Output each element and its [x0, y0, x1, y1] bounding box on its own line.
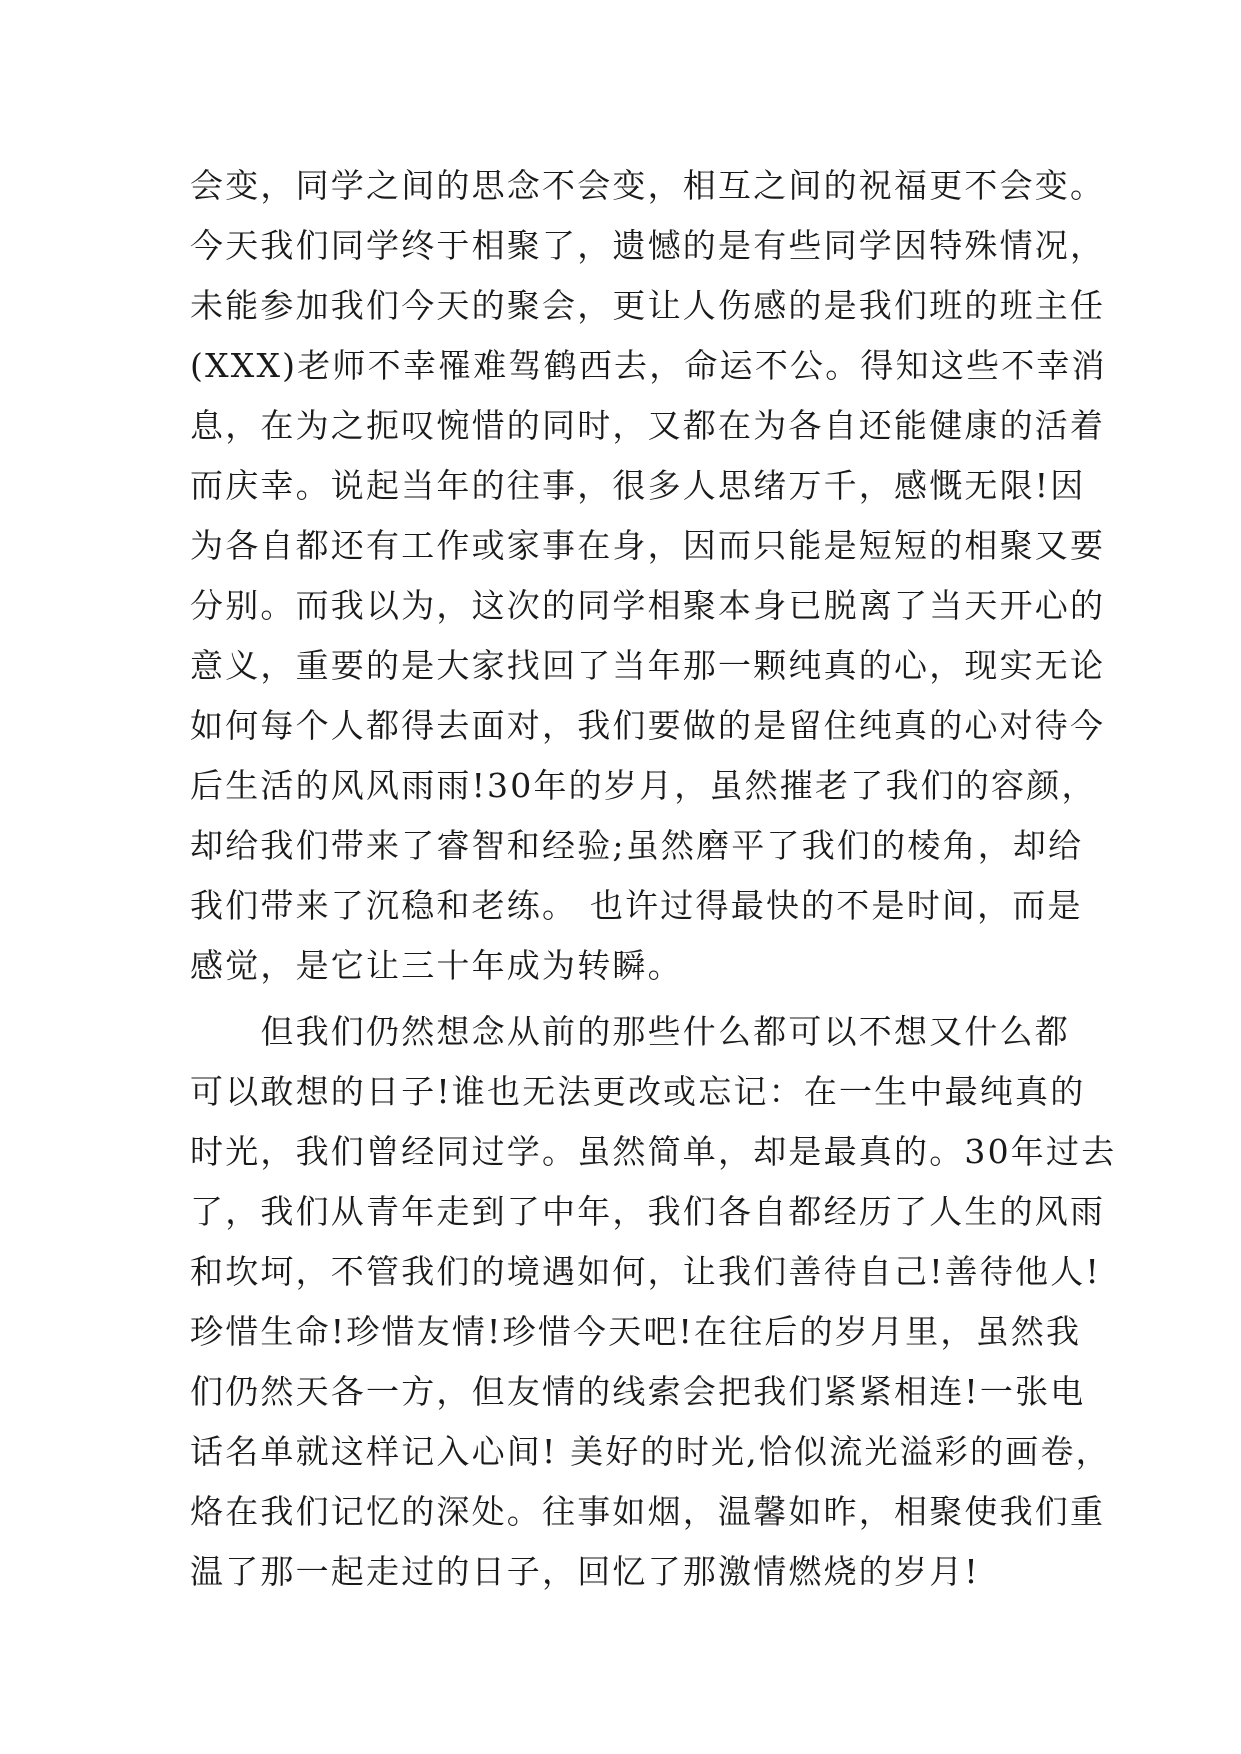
text-line: 可以敢想的日子!谁也无法更改或忘记：在一生中最纯真的	[190, 1072, 1086, 1111]
text-line: 为各自都还有工作或家事在身，因而只能是短短的相聚又要	[190, 526, 1106, 565]
text-line: 未能参加我们今天的聚会，更让人伤感的是我们班的班主任	[190, 286, 1106, 325]
text-line: 后生活的风风雨雨!30年的岁月，虽然摧老了我们的容颜，	[190, 766, 1097, 805]
text-line: 珍惜生命!珍惜友情!珍惜今天吧!在往后的岁月里，虽然我	[190, 1312, 1082, 1351]
text-line: 温了那一起走过的日子，回忆了那激情燃烧的岁月!	[190, 1552, 980, 1591]
text-line: 但我们仍然想念从前的那些什么都可以不想又什么都	[190, 1012, 1070, 1051]
text-line: 会变，同学之间的思念不会变，相互之间的祝福更不会变。	[190, 166, 1106, 205]
text-line: 们仍然天各一方，但友情的线索会把我们紧紧相连!一张电	[190, 1372, 1086, 1411]
text-line: 却给我们带来了睿智和经验;虽然磨平了我们的棱角，却给	[190, 826, 1084, 865]
text-line: 话名单就这样记入心间! 美好的时光,恰似流光溢彩的画卷，	[190, 1432, 1111, 1471]
text-line: 感觉，是它让三十年成为转瞬。	[190, 946, 683, 985]
text-line: 息，在为之扼叹惋惜的同时，又都在为各自还能健康的活着	[190, 406, 1106, 445]
text-line: 今天我们同学终于相聚了，遗憾的是有些同学因特殊情况，	[190, 226, 1106, 265]
text-line: 烙在我们记忆的深处。往事如烟，温馨如昨，相聚使我们重	[190, 1492, 1106, 1531]
text-line: 了，我们从青年走到了中年，我们各自都经历了人生的风雨	[190, 1192, 1106, 1231]
text-line: 我们带来了沉稳和老练。 也许过得最快的不是时间，而是	[190, 886, 1083, 925]
text-line: 意义，重要的是大家找回了当年那一颗纯真的心，现实无论	[190, 646, 1106, 685]
text-line: 如何每个人都得去面对，我们要做的是留住纯真的心对待今	[190, 706, 1106, 745]
text-line: 和坎坷，不管我们的境遇如何，让我们善待自己!善待他人!	[190, 1252, 1101, 1291]
text-line: 时光，我们曾经同过学。虽然简单，却是最真的。30年过去	[190, 1132, 1117, 1171]
text-line: 分别。而我以为，这次的同学相聚本身已脱离了当天开心的	[190, 586, 1106, 625]
text-line: 而庆幸。说起当年的往事，很多人思绪万千，感慨无限!因	[190, 466, 1086, 505]
text-line: (XXX)老师不幸罹难驾鹤西去，命运不公。得知这些不幸消	[190, 346, 1107, 385]
